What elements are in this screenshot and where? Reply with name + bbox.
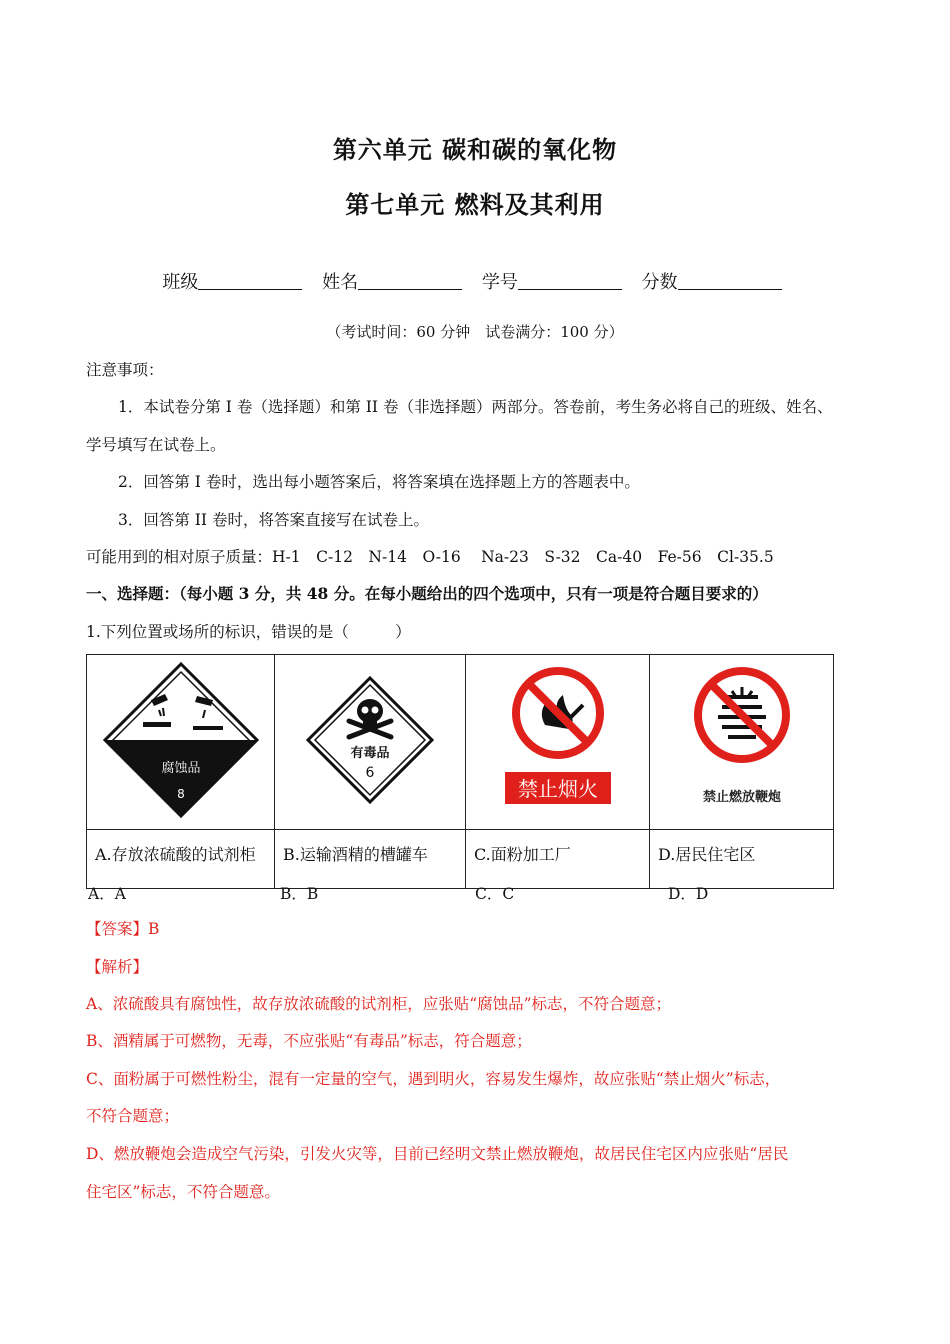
- analysis-b: B、酒精属于可燃物，无毒，不应张贴“有毒品”标志，符合题意；: [86, 1032, 532, 1050]
- no-fire-label: 禁止烟火: [517, 777, 598, 801]
- title-unit-6: 第六单元 碳和碳的氧化物: [332, 135, 618, 164]
- option-d[interactable]: D．D: [668, 885, 709, 903]
- caption-d: D.居民住宅区: [650, 830, 834, 889]
- caption-c: C.面粉加工厂: [466, 830, 650, 889]
- sign-cell-c: [466, 655, 650, 830]
- answer-value: B: [148, 920, 160, 938]
- analysis-a: A、浓硫酸具有腐蚀性，故存放浓硫酸的试剂柜，应张贴“腐蚀品”标志，不符合题意；: [86, 995, 672, 1013]
- corrosive-sign-icon: [101, 660, 261, 820]
- no-firecrackers-sign-icon: [672, 665, 812, 815]
- exam-time-note: （考试时间：60 分钟 试卷满分：100 分）: [326, 323, 624, 341]
- title-unit-7: 第七单元 燃料及其利用: [345, 190, 605, 219]
- question-1-stem: 1.下列位置或场所的标识，错误的是（ ）: [86, 623, 411, 641]
- notice-item-1-cont: 学号填写在试卷上。: [86, 436, 226, 454]
- caption-a: A.存放浓硫酸的试剂柜: [87, 830, 275, 889]
- signs-table: [86, 654, 834, 889]
- analysis-d-cont: 住宅区”标志，不符合题意。: [86, 1183, 280, 1201]
- corrosive-label: 腐蚀品: [160, 761, 201, 776]
- toxic-sign-icon: [305, 675, 435, 805]
- score-label: 分数: [641, 272, 678, 293]
- toxic-label: 有毒品: [350, 746, 390, 761]
- number-label: 学号: [481, 272, 518, 293]
- notice-item-3: 3．回答第 II 卷时，将答案直接写在试卷上。: [118, 511, 429, 529]
- notice-heading: 注意事项：: [86, 361, 164, 379]
- toxic-number: 6: [365, 765, 375, 781]
- name-blank[interactable]: [358, 271, 462, 290]
- no-firecrackers-label: 禁止燃放鞭炮: [702, 790, 781, 805]
- class-label: 班级: [162, 272, 199, 293]
- option-a[interactable]: A．A: [88, 885, 126, 903]
- analysis-d: D、燃放鞭炮会造成空气污染，引发火灾等，目前已经明文禁止燃放鞭炮，故居民住宅区内应张贴“居民: [86, 1145, 789, 1163]
- sign-cell-d: [650, 655, 834, 830]
- class-blank[interactable]: [198, 271, 302, 290]
- answer-label: 【答案】: [86, 920, 149, 938]
- corrosive-number: 8: [176, 787, 185, 801]
- option-b[interactable]: B．B: [280, 885, 319, 903]
- sign-cell-b: [275, 655, 466, 830]
- analysis-c: C、面粉属于可燃性粉尘，混有一定量的空气，遇到明火，容易发生爆炸，故应张贴“禁止烟火”标志，: [86, 1070, 781, 1088]
- score-blank[interactable]: [678, 271, 782, 290]
- analysis-c-cont: 不符合题意；: [86, 1107, 180, 1125]
- option-c[interactable]: C．C: [475, 885, 515, 903]
- section-1-heading: 一、选择题：（每小题 3 分，共 48 分。在每小题给出的四个选项中，只有一项是符合题目要求的）: [86, 584, 768, 603]
- caption-b: B.运输酒精的槽罐车: [275, 830, 466, 889]
- no-fire-sign-icon: [503, 665, 613, 815]
- student-info-line: [0, 268, 950, 294]
- notice-item-1: 1．本试卷分第 I 卷（选择题）和第 II 卷（非选择题）两部分。答卷前，考生务必将自己的班级、姓名、: [118, 398, 833, 416]
- analysis-label: 【解析】: [86, 958, 149, 976]
- number-blank[interactable]: [518, 271, 622, 290]
- answer-line: [86, 919, 159, 939]
- notice-item-2: 2．回答第 I 卷时，选出每小题答案后，将答案填在选择题上方的答题表中。: [118, 473, 640, 491]
- sign-cell-a: [87, 655, 275, 830]
- name-label: 姓名: [322, 272, 359, 293]
- atomic-masses: 可能用到的相对原子质量：H-1 C-12 N-14 O-16 Na-23 S-32 Ca-40 Fe-56 Cl-35.5: [86, 548, 774, 566]
